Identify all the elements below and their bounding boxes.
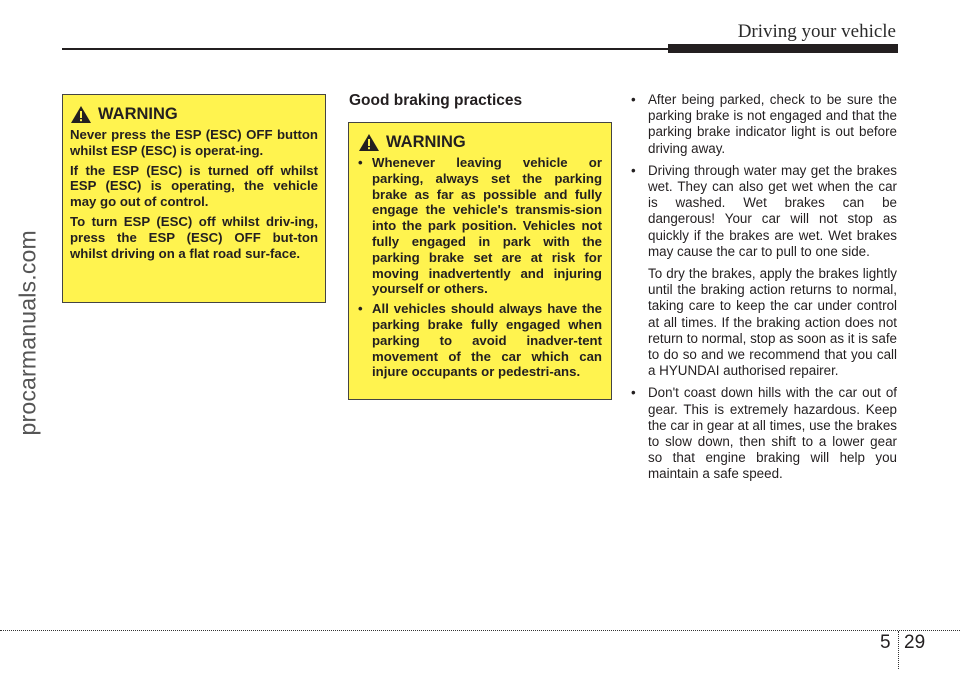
watermark: procarmanuals.com [14,230,41,436]
warning-paragraph: If the ESP (ESC) is turned off whilst ESP (ESC) is operating, the vehicle may go out of control. [70,162,318,210]
warning-title: WARNING [386,132,466,151]
warning-triangle-icon [358,133,380,152]
warning-box-parking [348,122,612,400]
braking-practices-list [631,92,897,260]
chapter-number: 5 [880,632,891,653]
warning-title: WARNING [98,104,178,123]
warning-bullet: • Whenever leaving vehicle or parking, always set the parking brake as far as possible and fully engage the vehicle's transmis-sion into the park position. Vehicles not fully engaged in park with the parking brake set are at risk for moving inadvertently and injuring yourself or others. [358,155,602,297]
list-item: • Driving through water may get the brakes wet. They can also get wet when the car is washed. Wet brakes can be dangerous! Your car will not stop as quickly if the brakes are wet. Wet brakes may cause the car to pull to one side. [631,163,897,260]
warning-header [358,133,602,152]
page-number-separator [898,631,899,669]
braking-practices-list-cont [631,385,897,482]
body-column [631,92,897,489]
warning-paragraph: Never press the ESP (ESC) OFF button whilst ESP (ESC) is operat-ing. [70,127,318,158]
list-item: • Don't coast down hills with the car out of gear. This is extremely hazardous. Keep the car in gear at all times, use the brakes to slow down, then shift to a lower gear so that engine braking will help you maintain a safe speed. [631,385,897,482]
footer-divider [0,630,960,631]
page-number: 29 [904,632,926,653]
section-heading: Good braking practices [349,92,523,109]
warning-triangle-icon [70,105,92,124]
warning-header [70,105,318,124]
list-item-continuation: To dry the brakes, apply the brakes lightly until the braking action returns to normal, taking care to keep the car under control at all times. If the braking action does not return to normal, stop as soon as it is safe to do so and we recommend that you call a HYUNDAI authorised repairer. [648,266,897,379]
header-bar [668,44,898,53]
warning-box-esp [62,94,326,303]
header-rule [62,48,670,50]
warning-bullet-list [358,155,602,380]
header-title: Driving your vehicle [737,21,896,42]
warning-paragraph: To turn ESP (ESC) off whilst driv-ing, press the ESP (ESC) OFF but-ton whilst driving on a flat road sur-face. [70,213,318,261]
list-item: • After being parked, check to be sure the parking brake is not engaged and that the parking brake indicator light is out before driving away. [631,92,897,157]
warning-bullet: • All vehicles should always have the parking brake fully engaged when parking to avoid inadver-tent movement of the car which can injure occupants or pedestri-ans. [358,301,602,380]
